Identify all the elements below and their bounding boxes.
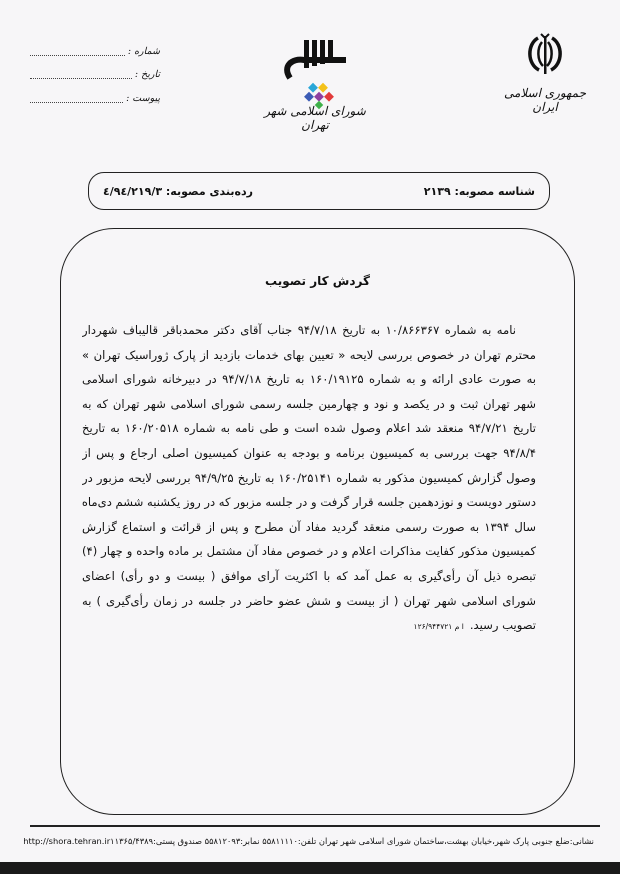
council-name-label: شورای اسلامی شهر تهران — [264, 104, 366, 132]
paragraph-line: به صورت عادی ارائه و به شماره ۱۶۰/۱۹۱۲۵ به تاریخ ۹۴/۷/۱۸ در دبیرخانه شورای اسلامی — [82, 372, 536, 387]
footer-address: نشانی:ضلع جنوبی پارک شهر،خیابان بهشت،ساختمان شورای اسلامی شهر تهران تلفن:۵۵۸۱۱۱۱۰ نمابر:۵۵۸۱۲۰۹۳ صندوق پستی:۱۱۳۶۵/۴۳۸۹ — [110, 836, 594, 846]
paragraph-line: شهر تهران ثبت و در یکصد و نود و چهارمین جلسه رسمی شورای اسلامی شهر تهران که به — [82, 396, 536, 411]
footer-divider — [30, 825, 600, 827]
paragraph-line-last — [82, 613, 536, 638]
date-field — [30, 69, 160, 80]
paragraph-line: نامه به شماره ۱۰/۸۶۶۳۶۷ به تاریخ ۹۴/۷/۱۸ جناب آقای دکتر محمدباقر قالیباف شهردار — [82, 323, 516, 337]
paragraph-line: دستور دویست و نوزدهمین جلسه قرار گرفت و در جلسه مزبور که در روز یکشنبه ششم دی‌ماه — [82, 495, 536, 510]
footer-url[interactable]: http://shora.tehran.ir — [23, 836, 111, 846]
council-logo-icon — [280, 38, 350, 110]
republic-label: جمهوری اسلامی ایران — [503, 86, 587, 114]
document-paragraph — [82, 318, 536, 638]
document-title: گردش کار تصویب — [265, 274, 370, 288]
paragraph-line: محترم تهران در خصوص بررسی لایحه « تعیین بهای خدمات بازدید از پارک ژوراسیک تهران » — [82, 347, 536, 362]
iran-emblem-icon — [525, 30, 565, 80]
paragraph-line: وصول گزارش کمیسیون مذکور به شماره ۱۶۰/۲۵۱۴۱ به تاریخ ۹۴/۹/۲۵ بررسی لایحه مزبور در — [82, 470, 536, 485]
reference-code: ا م ۱۲۶/۹۴۴۷۲۱ — [413, 622, 464, 632]
paragraph-line: سال ۱۳۹۴ به صورت رسمی منعقد گردید مفاد آن مطرح و پس از قرائت و استماع گزارش — [82, 519, 536, 534]
resolution-classification: رده‌بندی مصوبه: ٤/٩٤/٢١٩/٣ — [103, 184, 253, 198]
paragraph-line: تاریخ ۹۴/۷/۲۱ منعقد شد اعلام وصول شده است و طی نامه به شماره ۱۶۰/۲۰۵۱۸ به تاریخ — [82, 421, 536, 436]
resolution-id: شناسه مصوبه: ۲۱۳۹ — [423, 184, 535, 198]
resolution-header-box — [88, 172, 550, 210]
footer — [23, 836, 594, 846]
paragraph-line: شورای اسلامی شهر تهران ( از بیست و شش عضو حاضر در جلسه در زمان رأی‌گیری ) به — [82, 593, 536, 608]
paragraph-line: کمیسیون مذکور کفایت مذاکرات اعلام و در خصوص مفاد آن مشتمل بر ماده واحده و چهار (۴) — [82, 544, 536, 559]
attachment-field — [30, 93, 160, 104]
number-label: شماره : — [127, 46, 160, 57]
paragraph-line: ۹۴/۸/۴ جهت بررسی به کمیسیون برنامه و بودجه به عنوان کمیسیون اصلی ارجاع و پس از — [82, 445, 536, 460]
attachment-label: پیوست : — [126, 93, 160, 104]
number-field — [30, 46, 160, 57]
paragraph-line: تصویب رسید. — [469, 618, 536, 633]
scan-edge — [0, 862, 620, 874]
date-label: تاریخ : — [134, 69, 160, 80]
paragraph-line: تبصره ذیل آن رأی‌گیری به عمل آمد که با اکثریت آرای موافق ( بیست و دو رأی) اعضای — [82, 568, 536, 583]
